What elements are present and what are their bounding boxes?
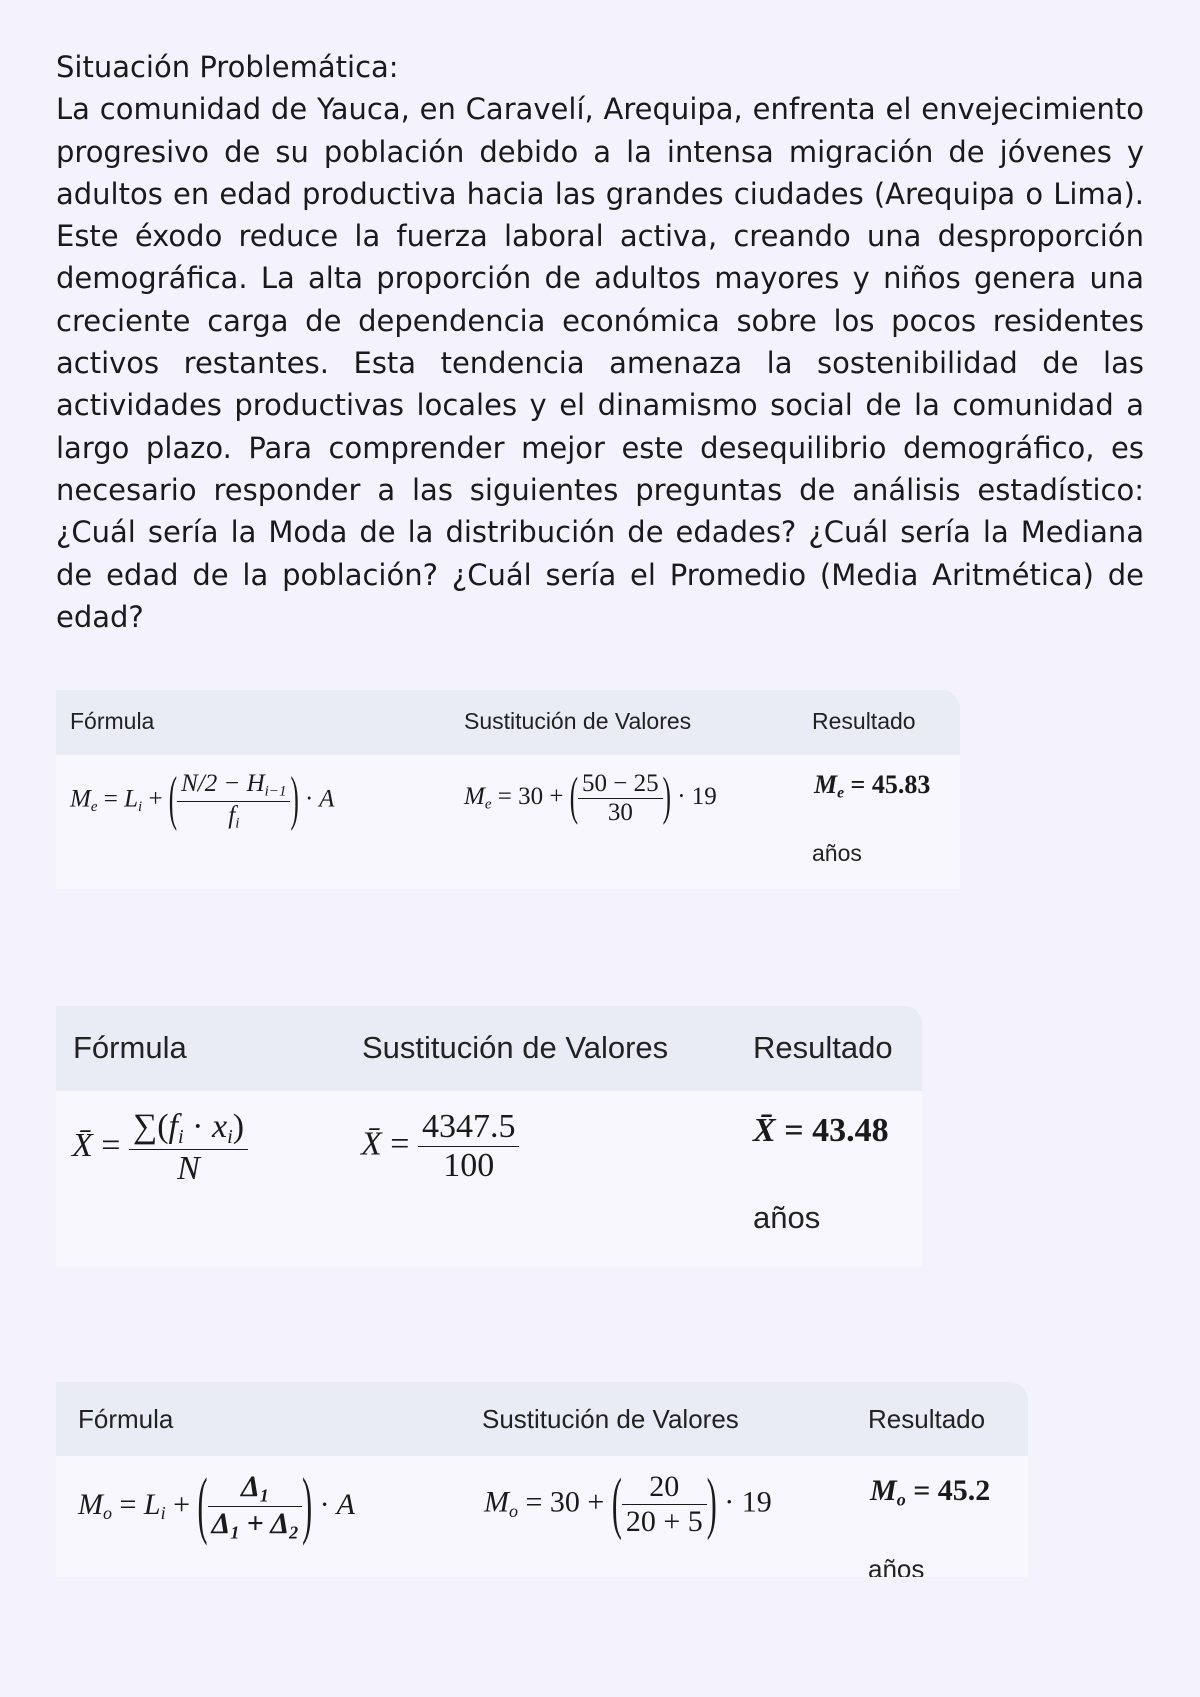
median-unit: años — [812, 840, 862, 866]
mode-substitution: $M_o = 30$ + ( $\frac{20}{20 + 5}$ ) · 19 — [484, 1465, 772, 1542]
header-result: Resultado — [868, 1404, 986, 1434]
mean-result-value: 43.48 — [812, 1112, 889, 1149]
mode-unit: años — [868, 1554, 925, 1577]
header-formula: Fórmula — [78, 1404, 174, 1434]
header-substitution: Sustitución de Valores — [362, 1030, 669, 1065]
mean-formula: X̄ = $\frac{\sum(f_i \cdot x_i)}{N}$ — [72, 1108, 248, 1188]
table-header — [56, 1382, 1028, 1456]
mode-result-value: 45.2 — [937, 1474, 991, 1507]
median-substitution: $M_e = 30$ + ( $\frac{50 - 25}{30}$ ) · 19 — [464, 769, 717, 826]
mean-substitution: X̄ = $\frac{4347.5}{100}$ — [361, 1108, 519, 1185]
header-substitution: Sustitución de Valores — [464, 708, 692, 734]
problem-heading: Situación Problemática: — [56, 50, 399, 84]
table-header — [56, 690, 960, 755]
mode-result: $M_o = 45.2$ — [870, 1474, 991, 1510]
median-formula: $M_e = L_i$ + ( $\frac{N/2 - H_{i-1}}{f_i}$ ) · A — [70, 767, 335, 833]
mean-unit: años — [753, 1200, 821, 1235]
median-table — [56, 690, 960, 889]
mode-formula: $M_o = L_i$ + ( $\frac{\Delta_1}{\Delta_1 + \Delta_2}$ ) · A — [78, 1464, 355, 1547]
median-result: $M_e = 45.83$ — [814, 770, 931, 802]
problem-body: La comunidad de Yauca, en Caravelí, Arequipa, enfrenta el envejecimiento progresivo de su población debido a la intensa migración de jóvenes y adultos en edad productiva hacia las grandes ciudades (Arequipa o Lima). Este éxodo reduce la fuerza laboral activa, creando una desproporción demográfica. La alta proporción de adultos mayores y niños genera una creciente carga de dependencia económica sobre los pocos residentes activos restantes. Esta tendencia amenaza la sostenibilidad de las actividades productivas locales y el dinamismo social de la comunidad a largo plazo. Para comprender mejor este desequilibrio demográfico, es necesario responder a las siguientes preguntas de análisis estadístico: ¿Cuál sería la Moda de la distribución de edades? ¿Cuál sería la Mediana de edad de la población? ¿Cuál sería el Promedio (Media Aritmética) de edad? — [56, 92, 1144, 634]
header-formula: Fórmula — [73, 1030, 187, 1065]
mean-result: X̄ = 43.48 — [753, 1112, 889, 1149]
header-formula: Fórmula — [70, 708, 155, 734]
header-result: Resultado — [753, 1030, 893, 1065]
problem-statement — [56, 46, 1144, 638]
table-header — [56, 1006, 922, 1091]
header-substitution: Sustitución de Valores — [482, 1404, 739, 1434]
mean-table — [56, 1006, 922, 1266]
header-result: Resultado — [812, 708, 916, 734]
mode-table — [56, 1382, 1028, 1577]
median-result-value: 45.83 — [871, 770, 931, 799]
